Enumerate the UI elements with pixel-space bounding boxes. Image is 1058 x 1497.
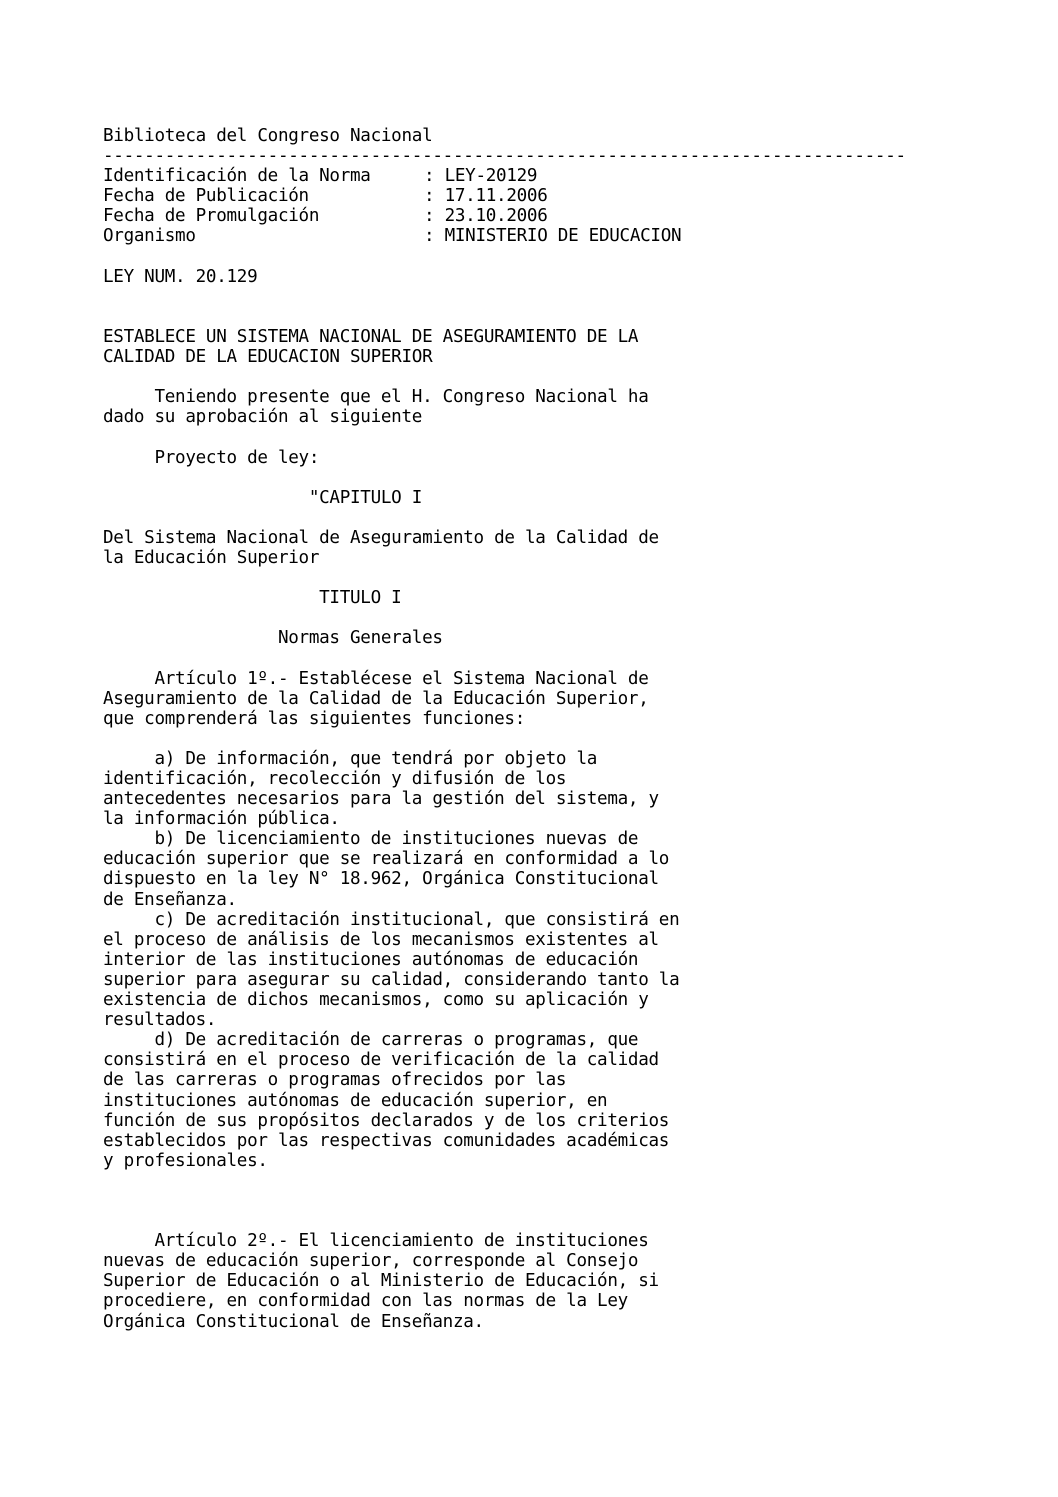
item-line: educación superior que se realizará en conformidad a lo	[103, 849, 670, 870]
metadata-label: Fecha de Publicación	[103, 186, 309, 207]
metadata-row	[103, 206, 983, 226]
item-line: resultados.	[103, 1010, 217, 1031]
articulo-2-line: procediere, en conformidad con las normas de la Ley	[103, 1291, 628, 1312]
separator-line: ------------------------------------------------------------------------------	[103, 146, 906, 167]
metadata-value: : LEY-20129	[424, 166, 538, 187]
articulo-1	[103, 669, 983, 729]
item-line: instituciones autónomas de educación superior, en	[103, 1090, 608, 1111]
item-line: el proceso de análisis de los mecanismos existentes al	[103, 929, 659, 950]
item-line: y profesionales.	[103, 1150, 268, 1171]
item-line: identificación, recolección y difusión de los	[103, 769, 567, 789]
item-line: superior para asegurar su calidad, considerando tanto la	[103, 969, 680, 990]
articulo-1-line: Aseguramiento de la Calidad de la Educación Superior,	[103, 688, 649, 709]
capitulo-heading: "CAPITULO I	[103, 487, 423, 508]
metadata-row	[103, 186, 983, 206]
metadata-row	[103, 166, 983, 186]
articulo-2-line: nuevas de educación superior, corresponde al Consejo	[103, 1251, 639, 1272]
preamble-line: dado su aprobación al siguiente	[103, 407, 423, 428]
preamble-line: Teniendo presente que el H. Congreso Nacional ha	[103, 387, 649, 408]
item-line: antecedentes necesarios para la gestión del sistema, y	[103, 789, 659, 810]
capitulo-title-line: la Educación Superior	[103, 547, 320, 568]
articulo-2-line: Superior de Educación o al Ministerio de Educación, si	[103, 1271, 659, 1292]
item-line: d) De acreditación de carreras o programas, que	[103, 1030, 639, 1051]
metadata-value: : MINISTERIO DE EDUCACION	[424, 226, 682, 247]
law-title-line: ESTABLECE UN SISTEMA NACIONAL DE ASEGURAMIENTO DE LA	[103, 326, 639, 347]
item-line: a) De información, que tendrá por objeto la	[103, 748, 598, 769]
law-title-line: CALIDAD DE LA EDUCACION SUPERIOR	[103, 347, 433, 368]
item-line: establecidos por las respectivas comunidades académicas	[103, 1130, 670, 1151]
metadata-block	[103, 166, 983, 246]
item-line: existencia de dichos mecanismos, como su aplicación y	[103, 990, 649, 1011]
metadata-label: Organismo	[103, 226, 196, 247]
metadata-row	[103, 226, 983, 246]
item-line: función de sus propósitos declarados y de los criterios	[103, 1110, 670, 1131]
articulo-2-line: Orgánica Constitucional de Enseñanza.	[103, 1311, 484, 1332]
item-line: b) De licenciamiento de instituciones nuevas de	[103, 829, 639, 850]
law-number: LEY NUM. 20.129	[103, 266, 258, 287]
metadata-label: Identificación de la Norma	[103, 166, 371, 187]
item-line: de Enseñanza.	[103, 889, 237, 910]
articulo-1-items	[103, 749, 983, 1171]
item-line: interior de las instituciones autónomas de educación	[103, 949, 639, 970]
titulo-name: Normas Generales	[103, 628, 443, 649]
metadata-value: : 23.10.2006	[424, 206, 548, 227]
item-line: dispuesto en la ley N° 18.962, Orgánica Constitucional	[103, 869, 659, 890]
metadata-label: Fecha de Promulgación	[103, 206, 320, 227]
titulo-heading: TITULO I	[103, 588, 402, 609]
item-line: de las carreras o programas ofrecidos por las	[103, 1070, 567, 1091]
capitulo-title-line: Del Sistema Nacional de Aseguramiento de la Calidad de	[103, 527, 659, 548]
law-title	[103, 327, 983, 367]
articulo-1-line: Artículo 1º.- Establécese el Sistema Nacional de	[103, 668, 649, 689]
articulo-2	[103, 1231, 983, 1331]
item-line: consistirá en el proceso de verificación de la calidad	[103, 1050, 659, 1071]
articulo-2-line: Artículo 2º.- El licenciamiento de instituciones	[103, 1231, 649, 1252]
document-page	[103, 126, 983, 1332]
metadata-value: : 17.11.2006	[424, 186, 548, 207]
preamble	[103, 387, 983, 427]
capitulo-title	[103, 528, 983, 568]
item-line: c) De acreditación institucional, que consistirá en	[103, 909, 680, 930]
item-line: la información pública.	[103, 809, 340, 830]
articulo-1-line: que comprenderá las siguientes funciones:	[103, 708, 525, 729]
library-name: Biblioteca del Congreso Nacional	[103, 126, 433, 146]
proyecto-heading: Proyecto de ley:	[103, 447, 320, 468]
